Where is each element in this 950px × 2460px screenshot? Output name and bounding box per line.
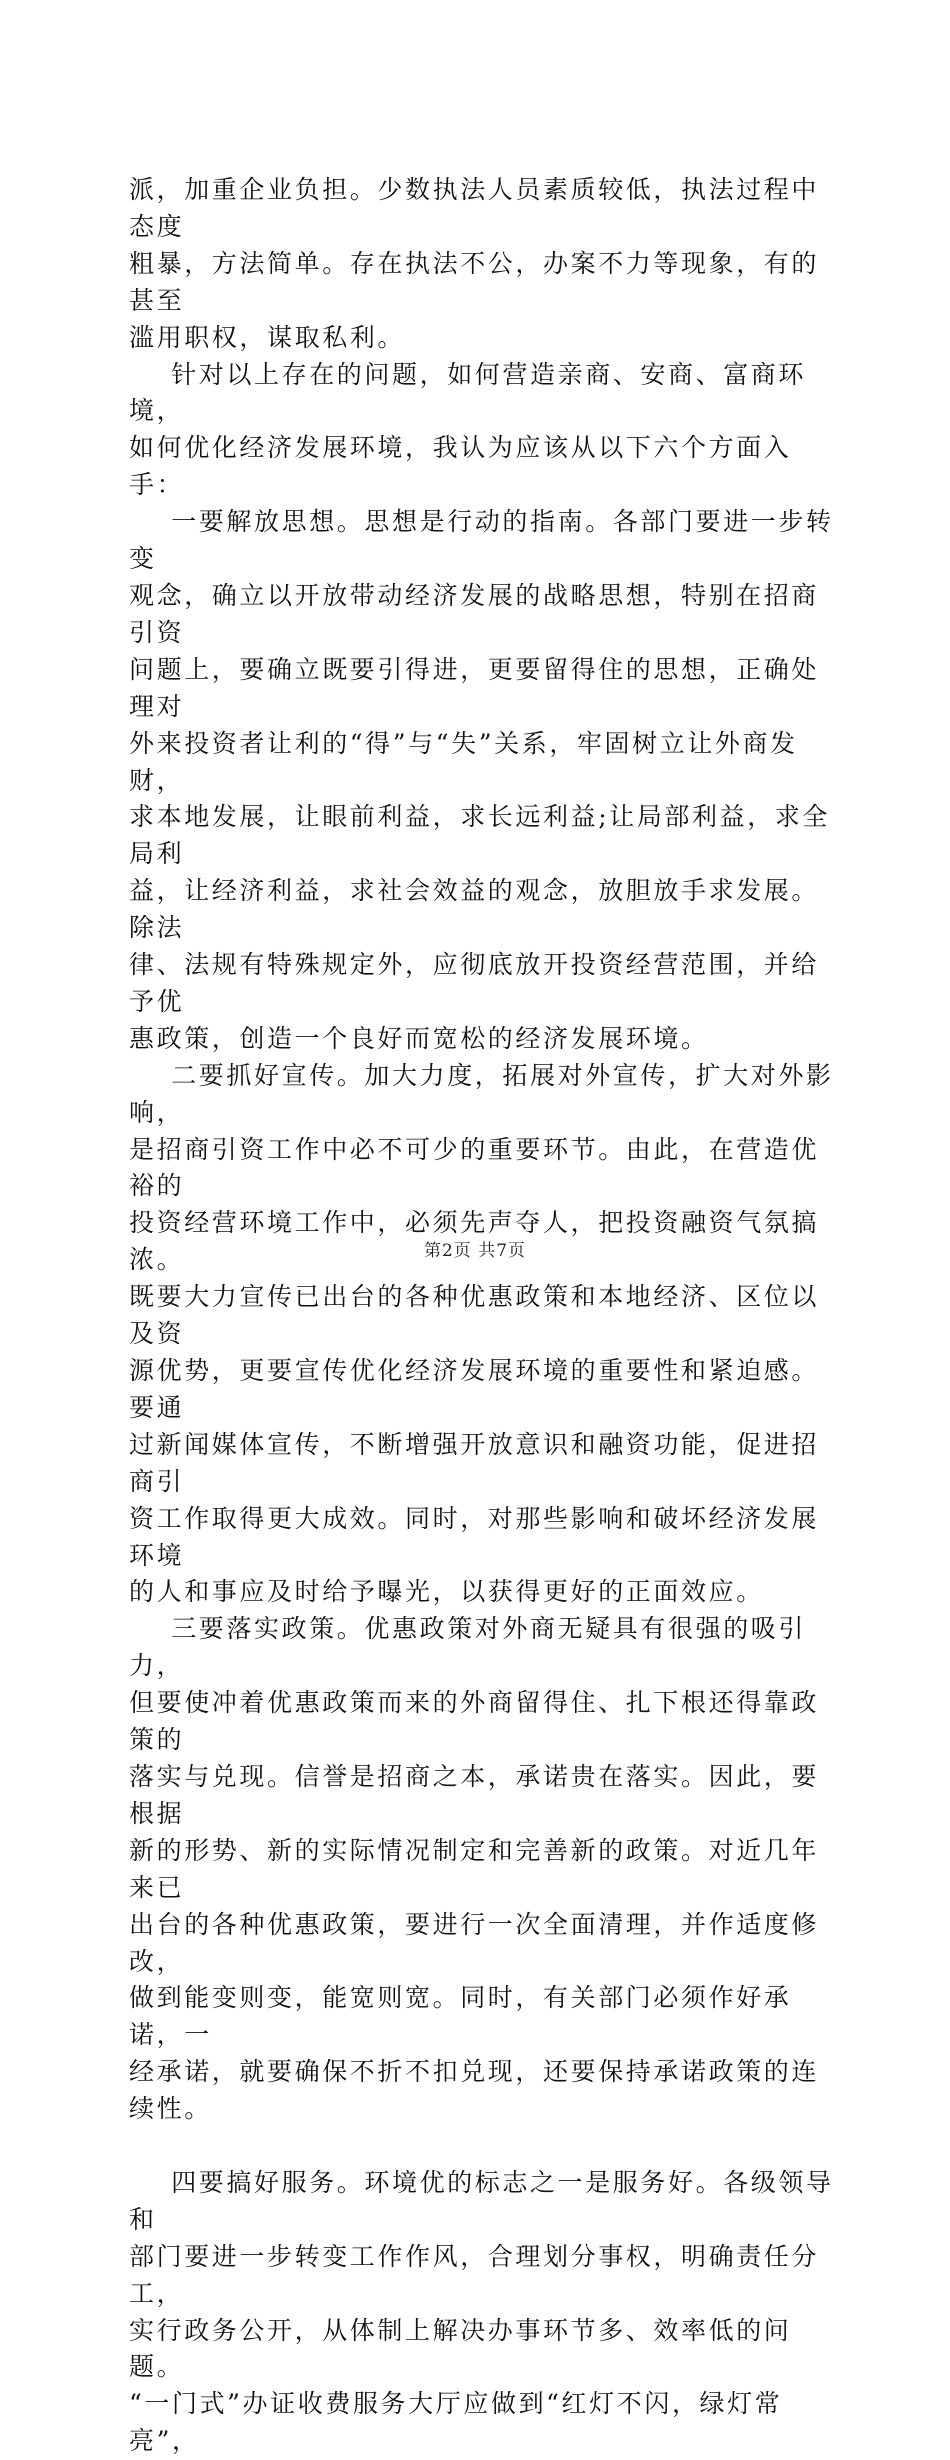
text-line: 派，加重企业负担。少数执法人员素质较低，执法过程中态度 xyxy=(129,175,820,241)
text-line: 如何优化经济发展环境，我认为应该从以下六个方面入手： xyxy=(129,433,792,500)
text-line: 部门要进一步转变工作作风，合理划分事权，明确责任分工， xyxy=(129,2241,820,2308)
text-line: 是招商引资工作中必不可少的重要环节。由此，在营造优裕的 xyxy=(129,1134,820,1201)
text-line: 过新闻媒体宣传，不断增强开放意识和融资功能，促进招商引 xyxy=(129,1429,820,1496)
text-line: 源优势，更要宣传优化经济发展环境的重要性和紧迫感。要通 xyxy=(129,1356,820,1422)
text-line: 粗暴，方法简单。存在执法不公，办案不力等现象，有的甚至 xyxy=(129,248,820,315)
text-line: 益，让经济利益，求社会效益的观念，放胆放手求发展。除法 xyxy=(129,876,820,943)
text-line: 新的形势、新的实际情况制定和完善新的政策。对近几年来已 xyxy=(129,1835,820,1902)
text-line: 资工作取得更大成效。同时，对那些影响和破坏经济发展环境 xyxy=(129,1503,820,1570)
text-line: 的人和事应及时给予曝光，以获得更好的正面效应。 xyxy=(129,1577,764,1607)
document-body xyxy=(129,172,841,2460)
text-line: 四要搞好服务。环境优的标志之一是服务好。各级领导和 xyxy=(129,2167,834,2234)
page-number-footer: 第2页 共7页 xyxy=(423,1241,527,1261)
text-line: 律、法规有特殊规定外，应彻底放开投资经营范围，并给予优 xyxy=(129,950,820,1016)
text-line: 出台的各种优惠政策，要进行一次全面清理，并作适度修改， xyxy=(129,1909,820,1976)
text-line: 投资经营环境工作中，必须先声夺人，把投资融资气氛搞浓。 xyxy=(129,1208,820,1275)
text-line: 外来投资者让利的“得”与“失”关系，牢固树立让外商发财， xyxy=(129,728,798,795)
text-line: 针对以上存在的问题，如何营造亲商、安商、富商环境， xyxy=(129,359,806,426)
text-line: “一门式”办证收费服务大厅应做到“红灯不闪，绿灯常亮”， xyxy=(129,2389,783,2456)
text-line: 做到能变则变，能宽则宽。同时，有关部门必须作好承诺，一 xyxy=(129,1983,792,2050)
text-line: 实行政务公开，从体制上解决办事环节多、效率低的问题。 xyxy=(129,2315,792,2382)
text-line: 惠政策，创造一个良好而宽松的经济发展环境。 xyxy=(129,1023,709,1053)
text-line: 滥用职权，谋取私利。 xyxy=(129,322,406,352)
text-line: 落实与兑现。信誉是招商之本，承诺贵在落实。因此，要根据 xyxy=(129,1761,820,1828)
text-line: 求本地发展，让眼前利益，求长远利益;让局部利益，求全局利 xyxy=(129,802,831,869)
text-line: 经承诺，就要确保不折不扣兑现，还要保持承诺政策的连续性。 xyxy=(129,2057,820,2124)
text-line: 三要落实政策。优惠政策对外商无疑具有很强的吸引力， xyxy=(129,1614,806,1681)
text-line: 问题上，要确立既要引得进，更要留得住的思想，正确处理对 xyxy=(129,654,820,721)
text-line: 既要大力宣传已出台的各种优惠政策和本地经济、区位以及资 xyxy=(129,1282,820,1349)
text-line: 但要使冲着优惠政策而来的外商留得住、扎下根还得靠政策的 xyxy=(129,1688,820,1755)
paragraph-spacer xyxy=(129,2128,841,2165)
text-line: 观念，确立以开放带动经济发展的战略思想，特别在招商引资 xyxy=(129,580,820,647)
text-line: 一要解放思想。思想是行动的指南。各部门要进一步转变 xyxy=(129,507,834,574)
text-line: 二要抓好宣传。加大力度，拓展对外宣传，扩大对外影响， xyxy=(129,1060,834,1127)
